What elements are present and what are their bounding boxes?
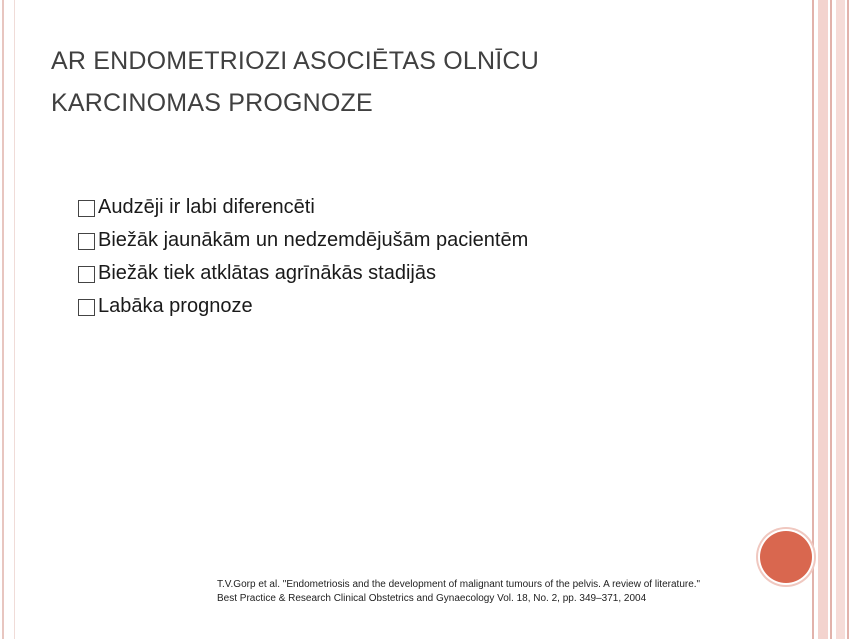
right-stripe (818, 0, 828, 639)
bullet-text: Biežāk jaunākām un nedzemdējušām pacientēm (98, 229, 529, 251)
bullet-text: Biežāk tiek atklātas agrīnākās stadijās (98, 262, 436, 284)
bullet-item (78, 224, 528, 257)
bullet-item (78, 257, 528, 290)
bullet-item (78, 191, 528, 224)
right-stripe (847, 0, 849, 639)
frame-left-line (2, 0, 4, 639)
frame-left-inner-line (14, 0, 15, 639)
right-stripe (812, 0, 814, 639)
square-bullet-icon (78, 200, 95, 217)
bullet-text: Audzēji ir labi diferencēti (98, 196, 315, 218)
bullet-item (78, 290, 528, 323)
reference-citation: T.V.Gorp et al. "Endometriosis and the development of malignant tumours of the pelvis. A review of literature." Best Practice & Research Clinical Obstetrics and Gynaecology Vol. 18, No. 2, pp. 349–371, 2004 (217, 579, 701, 604)
square-bullet-icon (78, 233, 95, 250)
right-stripe (830, 0, 832, 639)
square-bullet-icon (78, 266, 95, 283)
square-bullet-icon (78, 299, 95, 316)
decorative-circle (760, 531, 812, 583)
bullet-list (78, 191, 528, 323)
slide-title-line: KARCINOMAS PROGNOZE (51, 89, 373, 117)
slide-title-line: AR ENDOMETRIOZI ASOCIĒTAS OLNĪCU (51, 47, 539, 75)
bullet-text: Labāka prognoze (98, 295, 253, 317)
slide-title (51, 40, 771, 124)
right-stripe (836, 0, 845, 639)
